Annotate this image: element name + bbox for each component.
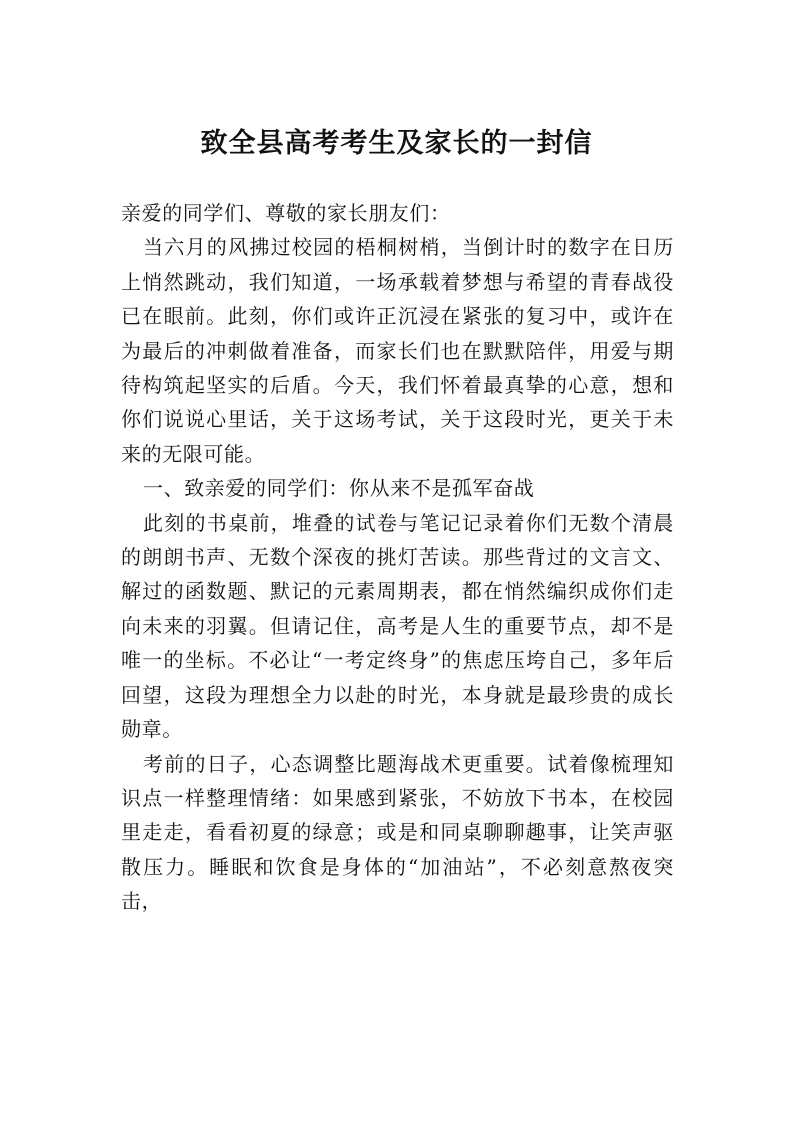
document-body xyxy=(121,196,674,919)
salutation: 亲爱的同学们、尊敬的家长朋友们： xyxy=(121,201,451,225)
section-heading-students: 一、致亲爱的同学们：你从来不是孤军奋战 xyxy=(143,476,535,501)
paragraph-intro: 当六月的风拂过校园的梧桐树梢，当倒计时的数字在日历上悄然跳动，我们知道，一场承载着梦想与希望的青春战役已在眼前。此刻，你们或许正沉浸在紧张的复习中，或许在为最后的冲刺做着准备，而家长们也在默默陪伴，用爱与期待构筑起坚实的后盾。今天，我们怀着最真挚的心意，想和你们说说心里话，关于这场考试，关于这段时光，更关于未来的无限可能。 xyxy=(121,235,674,466)
paragraph-mindset: 考前的日子，心态调整比题海战术更重要。试着像梳理知识点一样整理情绪：如果感到紧张，不妨放下书本，在校园里走走，看看初夏的绿意；或是和同桌聊聊趣事，让笑声驱散压力。睡眠和饮食是身体的“加油站”，不必刻意熬夜突击， xyxy=(121,751,674,914)
paragraph-students: 此刻的书桌前，堆叠的试卷与笔记记录着你们无数个清晨的朗朗书声、无数个深夜的挑灯苦读。那些背过的文言文、解过的函数题、默记的元素周期表，都在悄然编织成你们走向未来的羽翼。但请记住，高考是人生的重要节点，却不是唯一的坐标。不必让“一考定终身”的焦虑压垮自己，多年后回望，这段为理想全力以赴的时光，本身就是最珍贵的成长勋章。 xyxy=(121,510,674,742)
document-title: 致全县高考考生及家长的一封信 xyxy=(200,128,593,159)
